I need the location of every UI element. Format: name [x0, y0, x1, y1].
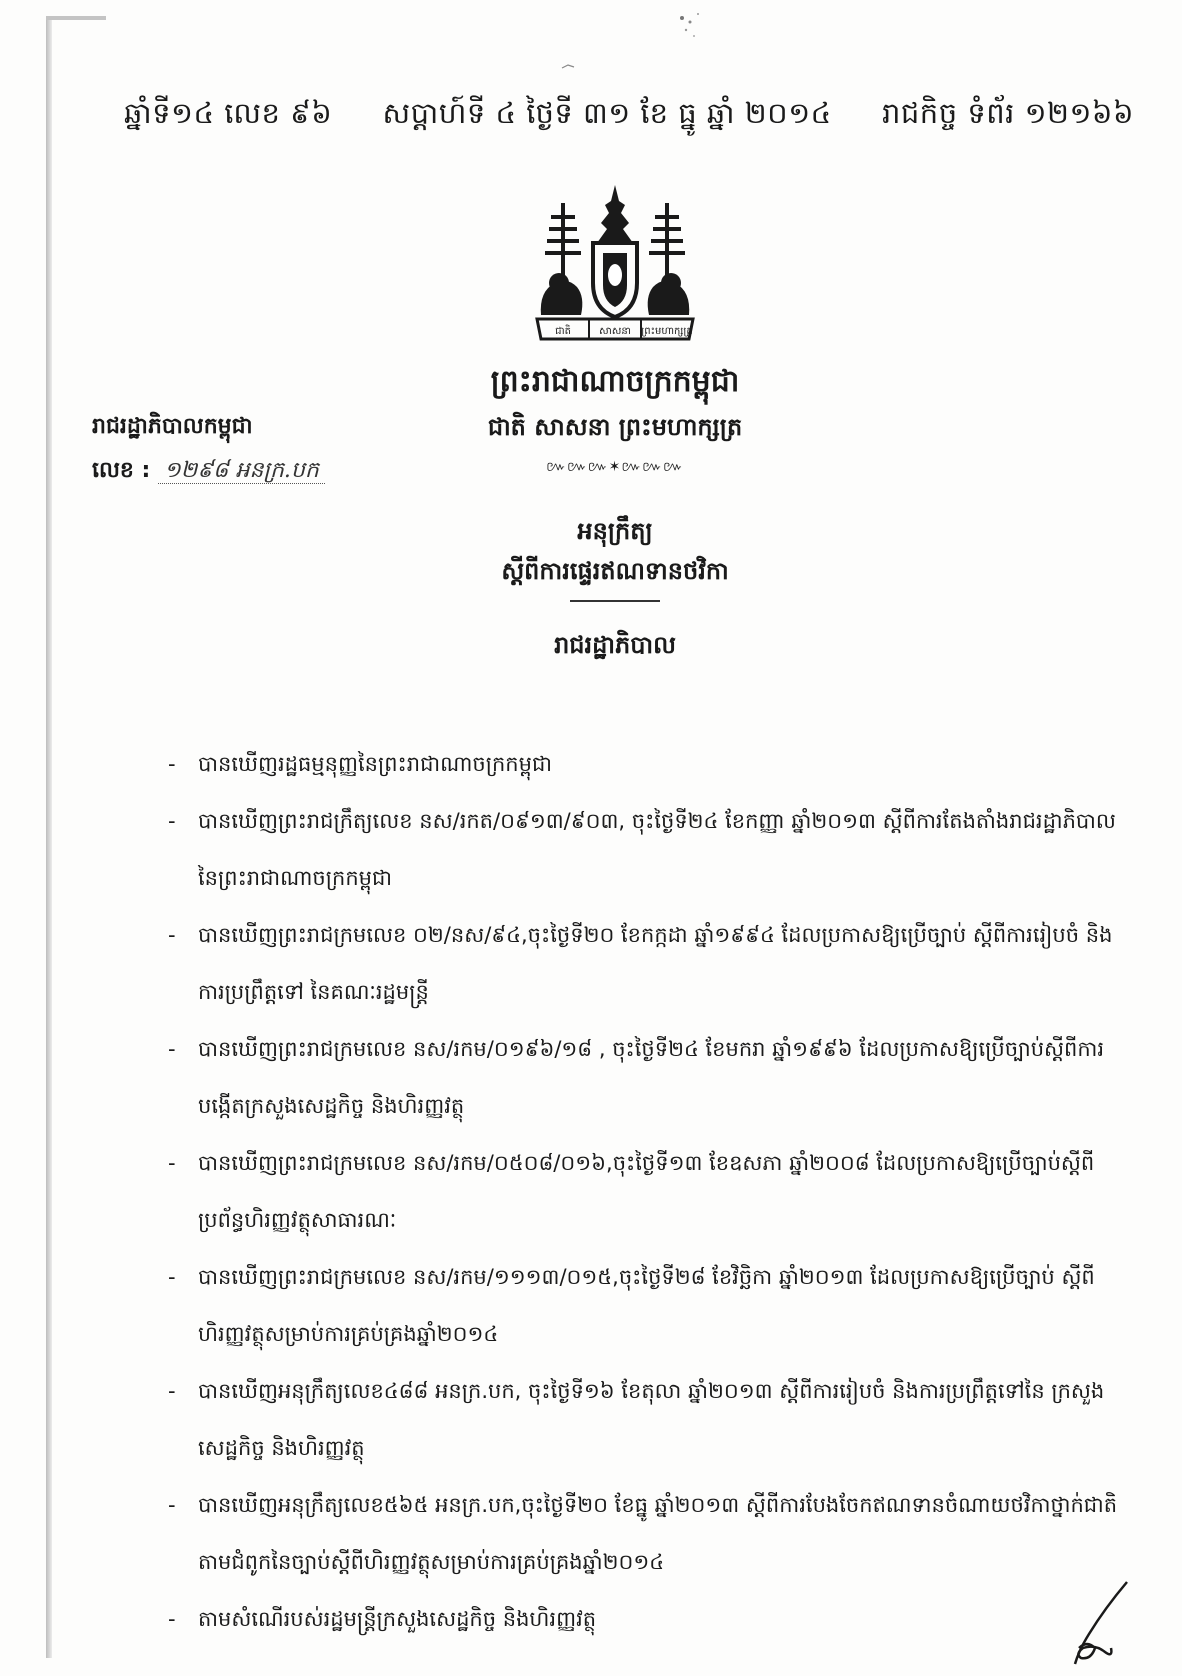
clause-text: បានឃើញអនុក្រឹត្យលេខ៥៦៥ អនក្រ.បក,ចុះថ្ងៃទី២០ ខែធ្នូ ឆ្នាំ២០១៣ ស្តីពីការបែងចែកឥណទានចំណាយថវិកាថ្នាក់ជាតិតាមជំពូកនៃច្បាប់ស្តីពីហិរញ្ញវត្ថុសម្រាប់ការគ្រប់គ្រងឆ្នាំ២០១៤ — [198, 1493, 1118, 1574]
emblem-ribbon-left: ជាតិ — [555, 326, 571, 337]
clause-text: បានឃើញព្រះរាជក្រមលេខ នស/រកម/០៥០៨/០១៦,ចុះថ្ងៃទី១៣ ខែឧសភា ឆ្នាំ២០០៨ ដែលប្រកាសឱ្យប្រើច្បាប់ស្តីពីប្រព័ន្ធហិរញ្ញវត្ថុសាធារណៈ — [198, 1151, 1095, 1232]
preamble-clauses — [168, 736, 1128, 1648]
gazette-date: សប្តាហ៍ទី ៤ ថ្ងៃទី ៣១ ខែ ធ្នូ ឆ្នាំ ២០១៤ — [382, 96, 832, 130]
issuing-authority: រាជរដ្ឋាភិបាល — [554, 631, 676, 659]
clause-dash: - — [168, 752, 176, 776]
title-ornament: ៚៚៚✶៚៚៚ — [546, 459, 684, 475]
clause-item — [168, 1363, 1128, 1477]
clause-text: តាមសំណើរបស់រដ្ឋមន្ត្រីក្រសួងសេដ្ឋកិច្ច និងហិរញ្ញវត្ថុ — [198, 1607, 597, 1631]
initial-signature-icon — [1065, 1578, 1135, 1668]
document-type: អនុក្រឹត្យ — [577, 517, 653, 545]
clause-item — [168, 736, 1128, 793]
gazette-issue: ឆ្នាំទី១៤ លេខ ៩៦ — [124, 96, 333, 130]
scan-speck-icon — [560, 62, 576, 72]
clause-dash: - — [168, 1493, 176, 1517]
clause-dash: - — [168, 1607, 176, 1631]
document-number — [92, 456, 325, 488]
clause-text: បានឃើញអនុក្រឹត្យលេខ៤៨៨ អនក្រ.បក, ចុះថ្ងៃទី១៦ ខែតុលា ឆ្នាំ២០១៣ ស្តីពីការរៀបចំ និងការប្រព្រឹត្តទៅនៃ ក្រសួងសេដ្ឋកិច្ច និងហិរញ្ញវត្ថុ — [198, 1379, 1105, 1460]
government-name: រាជរដ្ឋាភិបាលកម្ពុជា — [92, 414, 253, 439]
title-divider — [570, 600, 660, 602]
clause-dash: - — [168, 923, 176, 947]
royal-coat-of-arms-icon — [533, 183, 697, 347]
clause-item — [168, 1477, 1128, 1591]
clause-item — [168, 1021, 1128, 1135]
clause-text: បានឃើញព្រះរាជក្រមលេខ នស/រកម/០១៩៦/១៨ , ចុះថ្ងៃទី២៤ ខែមករា ឆ្នាំ១៩៩៦ ដែលប្រកាសឱ្យប្រើច្បាប់ស្តីពីការបង្កើតក្រសួងសេដ្ឋកិច្ច និងហិរញ្ញវត្ថុ — [198, 1037, 1105, 1118]
document-number-label: លេខ : — [92, 458, 151, 483]
clause-dash: - — [168, 1151, 176, 1175]
clause-dash: - — [168, 1379, 176, 1403]
clause-text: បានឃើញរដ្ឋធម្មនុញ្ញនៃព្រះរាជាណាចក្រកម្ពុជា — [198, 752, 552, 776]
clause-text: បានឃើញព្រះរាជក្រមលេខ នស/រកម/១១១៣/០១៥,ចុះថ្ងៃទី២៨ ខែវិច្ឆិកា ឆ្នាំ២០១៣ ដែលប្រកាសឱ្យប្រើច្បាប់ ស្តីពី ហិរញ្ញវត្ថុសម្រាប់ការគ្រប់គ្រងឆ្នាំ២០១៤ — [198, 1265, 1095, 1346]
emblem-ribbon-right: ព្រះមហាក្សត្រ — [641, 326, 693, 337]
kingdom-title: ព្រះរាជាណាចក្រកម្ពុជា — [490, 364, 740, 399]
national-motto: ជាតិ សាសនា ព្រះមហាក្សត្រ — [487, 413, 743, 441]
clause-dash: - — [168, 1037, 176, 1061]
clause-text: បានឃើញព្រះរាជក្រឹត្យលេខ នស/រកត/០៩១៣/៩០៣, ចុះថ្ងៃទី២៤ ខែកញ្ញា ឆ្នាំ២០១៣ ស្តីពីការតែងតាំងរាជរដ្ឋាភិបាល នៃព្រះរាជាណាចក្រកម្ពុជា — [198, 809, 1116, 890]
document-number-value: ១២៩៨ អនក្រ.បក — [158, 458, 325, 484]
clause-item — [168, 1249, 1128, 1363]
clause-item — [168, 793, 1128, 907]
clause-dash: - — [168, 1265, 176, 1289]
clause-item — [168, 1591, 1128, 1648]
document-subject: ស្តីពីការផ្ទេរឥណទានថវិកា — [501, 557, 729, 585]
clause-dash: - — [168, 809, 176, 833]
gazette-page: រាជកិច្ច ទំព័រ ១២១៦៦ — [881, 96, 1134, 130]
clause-text: បានឃើញព្រះរាជក្រមលេខ ០២/នស/៩៤,ចុះថ្ងៃទី២០ ខែកក្កដា ឆ្នាំ១៩៩៤ ដែលប្រកាសឱ្យប្រើច្បាប់ ស្តីពីការរៀបចំ និងការប្រព្រឹត្តទៅ នៃគណៈរដ្ឋមន្ត្រី — [198, 923, 1113, 1004]
clause-item — [168, 1135, 1128, 1249]
emblem-ribbon-center: សាសនា — [599, 326, 631, 337]
clause-item — [168, 907, 1128, 1021]
scan-edge-left — [46, 18, 52, 1658]
gazette-header — [124, 96, 1134, 138]
scan-specks-icon — [672, 8, 732, 48]
scan-edge-top — [46, 16, 106, 20]
